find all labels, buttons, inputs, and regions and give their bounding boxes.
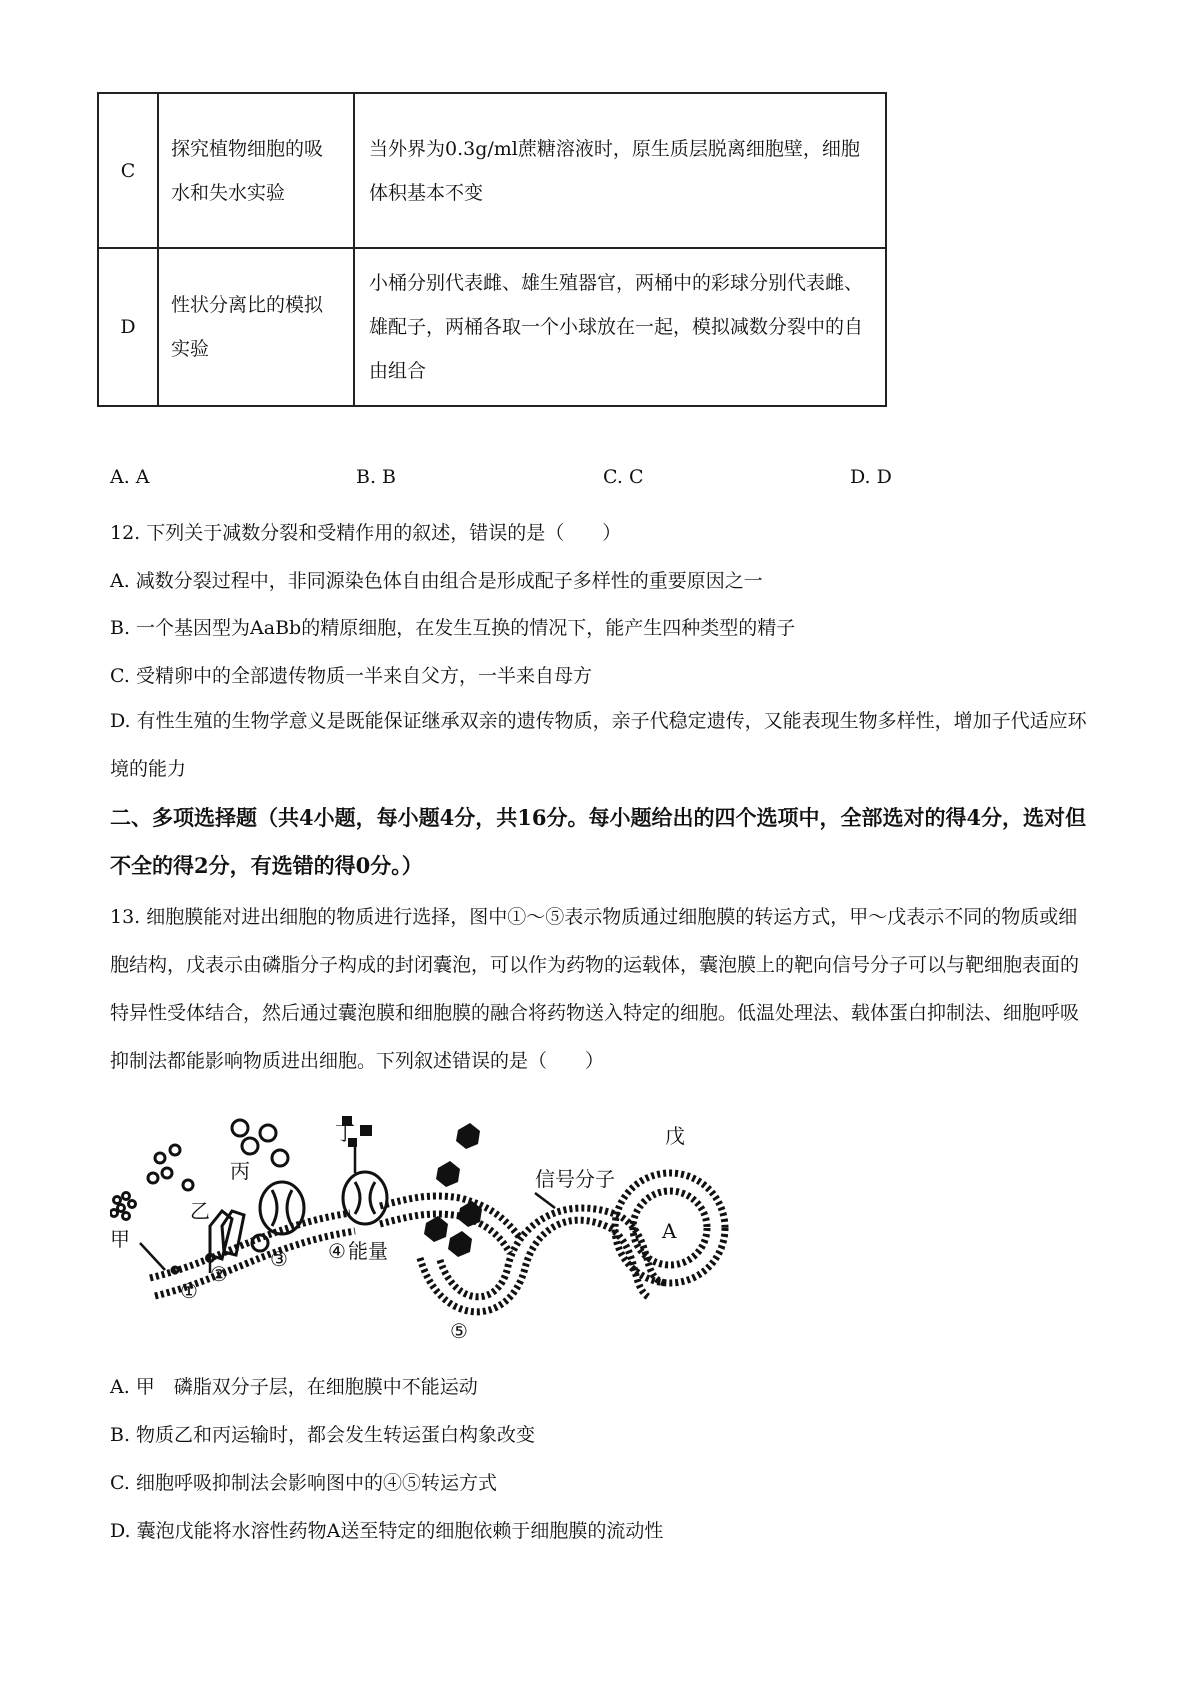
label-4: ④ — [328, 1239, 346, 1263]
table-cell-description: 小桶分别代表雌、雄生殖器官，两桶中的彩球分别代表雌、雄配子，两桶各取一个小球放在一起，模拟减数分裂中的自由组合 — [354, 248, 886, 406]
q11-option-c[interactable]: C. C — [603, 466, 644, 488]
label-2: ② — [210, 1262, 228, 1286]
label-jia: 甲 — [110, 1227, 130, 1251]
table-cell-option: C — [98, 93, 158, 248]
q12-option-b[interactable]: B. 一个基因型为AaBb的精原细胞，在发生互换的情况下，能产生四种类型的精子 — [110, 617, 796, 639]
q12-option-d[interactable]: D. 有性生殖的生物学意义是既能保证继承双亲的遗传物质，亲子代稳定遗传，又能表现生物多样性，增加子代适应环境的能力 — [110, 710, 1087, 780]
q12-stem: 12. 下列关于减数分裂和受精作用的叙述，错误的是（ ） — [110, 522, 622, 544]
label-wu: 戊 — [665, 1124, 685, 1148]
label-bing: 丙 — [230, 1159, 250, 1183]
table-row — [98, 93, 886, 248]
q12-option-a[interactable]: A. 减数分裂过程中，非同源染色体自由组合是形成配子多样性的重要原因之一 — [110, 570, 763, 592]
q11-option-a[interactable]: A. A — [110, 466, 150, 488]
q13-option-b[interactable]: B. 物质乙和丙运输时，都会发生转运蛋白构象改变 — [110, 1424, 536, 1446]
label-yi: 乙 — [190, 1199, 210, 1223]
label-5: ⑤ — [450, 1319, 468, 1343]
q13-option-a[interactable]: A. 甲 磷脂双分子层，在细胞膜中不能运动 — [110, 1376, 478, 1398]
q11-option-d[interactable]: D. D — [850, 466, 892, 488]
table-cell-description: 当外界为0.3g/ml蔗糖溶液时，原生质层脱离细胞壁，细胞体积基本不变 — [354, 93, 886, 248]
label-signal: 信号分子 — [535, 1167, 615, 1191]
q13-option-d[interactable]: D. 囊泡戊能将水溶性药物A送至特定的细胞依赖于细胞膜的流动性 — [110, 1520, 664, 1542]
q13-option-c[interactable]: C. 细胞呼吸抑制法会影响图中的④⑤转运方式 — [110, 1472, 497, 1494]
q13-stem: 13. 细胞膜能对进出细胞的物质进行选择，图中①～⑤表示物质通过细胞膜的转运方式，甲～戊表示不同的物质或细胞结构，戊表示由磷脂分子构成的封闭囊泡，可以作为药物的运载体，囊泡膜上的靶向信号分子可以与靶细胞表面的特异性受体结合，然后通过囊泡膜和细胞膜的融合将药物送入特定的细胞。低温处理法、载体蛋白抑制法、细胞呼吸抑制法都能影响物质进出细胞。下列叙述错误的是（ ） — [110, 906, 1080, 1072]
membrane-transport-figure — [110, 1098, 740, 1348]
label-energy: 能量 — [348, 1239, 388, 1263]
label-ding: 丁 — [335, 1121, 355, 1145]
label-3: ③ — [270, 1247, 288, 1271]
table-row — [98, 248, 886, 406]
table-cell-option: D — [98, 248, 158, 406]
q12-option-c[interactable]: C. 受精卵中的全部遗传物质一半来自父方，一半来自母方 — [110, 665, 592, 687]
experiment-table — [97, 92, 887, 407]
q11-option-b[interactable]: B. B — [356, 466, 397, 488]
section-heading: 二、多项选择题（共4小题，每小题4分，共16分。每小题给出的四个选项中，全部选对的得4分，选对但不全的得2分，有选错的得0分。） — [110, 805, 1087, 878]
membrane-diagram — [110, 1098, 740, 1348]
table-cell-experiment: 性状分离比的模拟实验 — [158, 248, 354, 406]
label-drug-a: A — [662, 1219, 677, 1243]
table-cell-experiment: 探究植物细胞的吸水和失水实验 — [158, 93, 354, 248]
label-1: ① — [180, 1279, 198, 1303]
